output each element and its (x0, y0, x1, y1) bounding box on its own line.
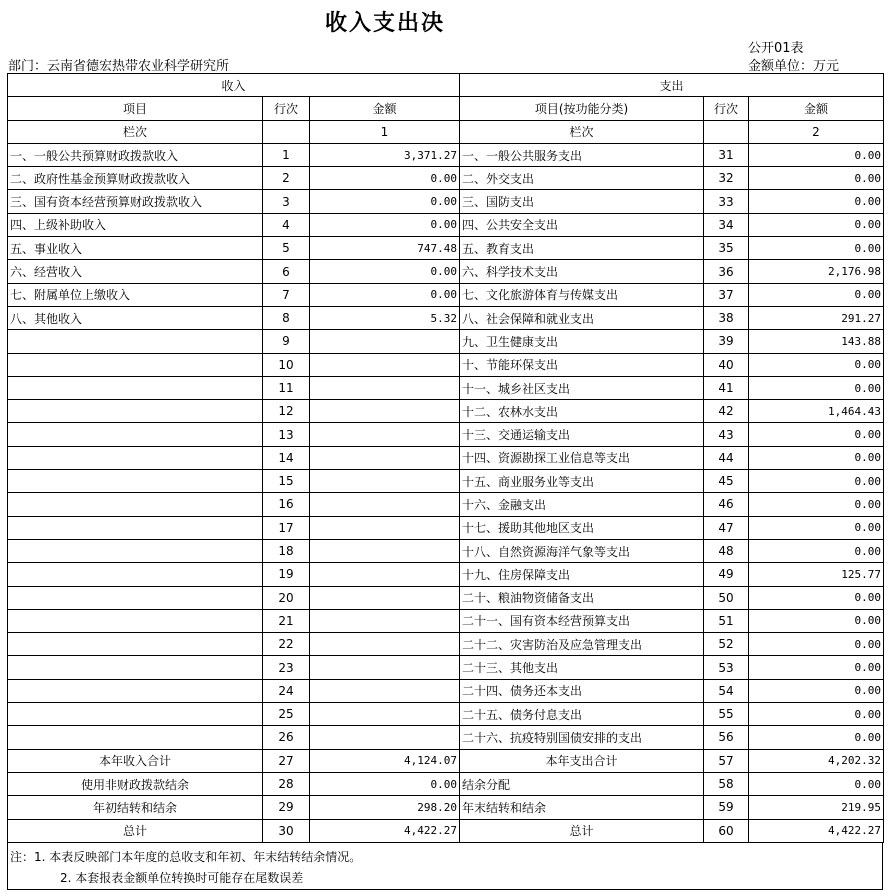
expense-amount-cell: 125.77 (749, 563, 884, 586)
income-item-cell (8, 726, 263, 749)
expense-amount-cell: 0.00 (749, 446, 884, 469)
income-row-no-cell: 18 (263, 539, 310, 562)
income-amount-cell: 0.00 (310, 190, 460, 213)
expense-row-no-cell: 50 (704, 586, 749, 609)
expense-row-no-cell: 31 (704, 143, 749, 166)
income-amount-cell: 0.00 (310, 167, 460, 190)
expense-item-cell: 二十、粮油物资储备支出 (460, 586, 704, 609)
table-row (8, 586, 884, 609)
expense-row-no-cell: 46 (704, 493, 749, 516)
expense-amount-cell: 0.00 (749, 237, 884, 260)
expense-item-cell: 七、文化旅游体育与传媒支出 (460, 283, 704, 306)
income-amount-cell (310, 726, 460, 749)
income-item-cell (8, 609, 263, 632)
income-row-no-cell: 19 (263, 563, 310, 586)
income-item-cell (8, 423, 263, 446)
section-header-row (8, 74, 884, 97)
summary-expense-item-cell: 本年支出合计 (460, 749, 704, 772)
expense-item-cell: 十五、商业服务业等支出 (460, 470, 704, 493)
expense-item-cell: 十四、资源勘探工业信息等支出 (460, 446, 704, 469)
expense-row-no-cell: 36 (704, 260, 749, 283)
income-amount-cell (310, 330, 460, 353)
expense-row-no-cell: 40 (704, 353, 749, 376)
expense-row-no-cell: 49 (704, 563, 749, 586)
summary-income-item-cell: 本年收入合计 (8, 749, 263, 772)
expense-amount-cell: 0.00 (749, 539, 884, 562)
table-row (8, 400, 884, 423)
expense-row-no-cell: 32 (704, 167, 749, 190)
table-row (8, 493, 884, 516)
expense-row-no-cell: 54 (704, 679, 749, 702)
expense-item-cell: 三、国防支出 (460, 190, 704, 213)
department-label: 部门：云南省德宏热带农业科学研究所 (8, 59, 230, 74)
expense-amount-cell: 0.00 (749, 493, 884, 516)
income-item-header: 项目 (8, 97, 263, 120)
income-item-cell (8, 353, 263, 376)
income-amount-cell (310, 539, 460, 562)
expense-row-no-cell: 43 (704, 423, 749, 446)
expense-amount-cell: 0.00 (749, 143, 884, 166)
summary-income-row-no-cell: 29 (263, 796, 310, 819)
expense-row-no-cell: 33 (704, 190, 749, 213)
expense-amount-cell: 0.00 (749, 167, 884, 190)
table-row (8, 656, 884, 679)
table-row (8, 353, 884, 376)
report-title: 收入支出决 (324, 11, 445, 36)
summary-expense-item-cell: 年末结转和结余 (460, 796, 704, 819)
expense-amount-cell: 0.00 (749, 726, 884, 749)
expense-amount-header: 金额 (749, 97, 884, 120)
expense-item-cell: 十三、交通运输支出 (460, 423, 704, 446)
expense-row-no-cell: 42 (704, 400, 749, 423)
expense-item-cell: 八、社会保障和就业支出 (460, 306, 704, 329)
expense-section-header: 支出 (460, 74, 884, 97)
expense-item-cell: 二十三、其他支出 (460, 656, 704, 679)
income-amount-cell: 747.48 (310, 237, 460, 260)
expense-amount-cell: 1,464.43 (749, 400, 884, 423)
income-column-number: 1 (310, 120, 460, 143)
income-row-no-cell: 2 (263, 167, 310, 190)
income-amount-cell (310, 493, 460, 516)
table-row (8, 330, 884, 353)
income-row-no-cell: 4 (263, 213, 310, 236)
summary-row (8, 749, 884, 772)
expense-row-no-cell: 47 (704, 516, 749, 539)
income-item-cell (8, 470, 263, 493)
income-item-cell (8, 400, 263, 423)
expense-item-cell: 九、卫生健康支出 (460, 330, 704, 353)
income-item-cell (8, 563, 263, 586)
income-row-no-cell: 24 (263, 679, 310, 702)
income-item-cell (8, 446, 263, 469)
income-item-cell: 七、附属单位上缴收入 (8, 283, 263, 306)
expense-amount-cell: 0.00 (749, 376, 884, 399)
expense-item-cell: 一、一般公共服务支出 (460, 143, 704, 166)
income-row-no-cell: 23 (263, 656, 310, 679)
income-amount-cell (310, 400, 460, 423)
summary-income-row-no-cell: 28 (263, 772, 310, 795)
note-2: 2. 本套报表金额单位转换时可能存在尾数误差 (60, 871, 304, 885)
income-item-cell (8, 633, 263, 656)
column-header-row (8, 97, 884, 120)
expense-column-number: 2 (749, 120, 884, 143)
table-row (8, 563, 884, 586)
table-row (8, 237, 884, 260)
income-item-cell (8, 679, 263, 702)
expense-row-no-cell: 45 (704, 470, 749, 493)
income-row-no-cell: 3 (263, 190, 310, 213)
income-item-cell: 一、一般公共预算财政拨款收入 (8, 143, 263, 166)
income-amount-cell (310, 446, 460, 469)
table-row (8, 446, 884, 469)
income-row-no-cell: 8 (263, 306, 310, 329)
table-row (8, 609, 884, 632)
expense-row-no-cell: 48 (704, 539, 749, 562)
income-amount-cell (310, 353, 460, 376)
expense-amount-cell: 0.00 (749, 423, 884, 446)
income-item-cell: 八、其他收入 (8, 306, 263, 329)
expense-row-no-cell: 39 (704, 330, 749, 353)
summary-row (8, 796, 884, 819)
table-row (8, 306, 884, 329)
income-item-cell (8, 493, 263, 516)
expense-row-no-cell: 35 (704, 237, 749, 260)
table-row (8, 726, 884, 749)
expense-row-no-cell: 37 (704, 283, 749, 306)
income-column-label: 栏次 (8, 120, 263, 143)
expense-item-header: 项目(按功能分类) (460, 97, 704, 120)
expense-amount-cell: 0.00 (749, 633, 884, 656)
income-amount-cell: 0.00 (310, 283, 460, 306)
expense-row-no-cell: 52 (704, 633, 749, 656)
summary-income-amount-cell: 0.00 (310, 772, 460, 795)
summary-expense-amount-cell: 219.95 (749, 796, 884, 819)
table-row (8, 703, 884, 726)
income-amount-cell (310, 633, 460, 656)
income-row-no-cell: 7 (263, 283, 310, 306)
table-row (8, 539, 884, 562)
form-code: 公开01表 (748, 41, 804, 56)
note-1: 注：1. 本表反映部门本年度的总收支和年初、年末结转结余情况。 (10, 850, 362, 864)
income-column-label-blank (263, 120, 310, 143)
expense-amount-cell: 2,176.98 (749, 260, 884, 283)
income-row-no-cell: 26 (263, 726, 310, 749)
income-expense-table (7, 73, 884, 843)
income-item-cell (8, 656, 263, 679)
table-row (8, 143, 884, 166)
income-item-cell: 四、上级补助收入 (8, 213, 263, 236)
expense-amount-cell: 0.00 (749, 470, 884, 493)
expense-row-no-cell: 55 (704, 703, 749, 726)
income-amount-cell (310, 516, 460, 539)
income-amount-cell (310, 703, 460, 726)
income-amount-cell: 5.32 (310, 306, 460, 329)
income-item-cell (8, 539, 263, 562)
income-row-no-cell: 6 (263, 260, 310, 283)
expense-item-cell: 十二、农林水支出 (460, 400, 704, 423)
income-row-no-cell: 10 (263, 353, 310, 376)
income-amount-cell (310, 679, 460, 702)
income-amount-cell: 3,371.27 (310, 143, 460, 166)
summary-expense-row-no-cell: 60 (704, 819, 749, 842)
income-item-cell (8, 330, 263, 353)
expense-amount-cell: 143.88 (749, 330, 884, 353)
expense-amount-cell: 0.00 (749, 213, 884, 236)
expense-column-label: 栏次 (460, 120, 704, 143)
income-item-cell: 三、国有资本经营预算财政拨款收入 (8, 190, 263, 213)
income-amount-header: 金额 (310, 97, 460, 120)
expense-item-cell: 二十五、债务付息支出 (460, 703, 704, 726)
expense-item-cell: 十七、援助其他地区支出 (460, 516, 704, 539)
table-row (8, 633, 884, 656)
table-row (8, 423, 884, 446)
expense-amount-cell: 0.00 (749, 609, 884, 632)
table-row (8, 516, 884, 539)
table-row (8, 190, 884, 213)
summary-expense-item-cell: 结余分配 (460, 772, 704, 795)
income-item-cell (8, 516, 263, 539)
summary-income-item-cell: 使用非财政拨款结余 (8, 772, 263, 795)
income-row-no-cell: 12 (263, 400, 310, 423)
income-item-cell (8, 586, 263, 609)
expense-amount-cell: 0.00 (749, 516, 884, 539)
expense-amount-cell: 0.00 (749, 190, 884, 213)
income-row-no-header: 行次 (263, 97, 310, 120)
expense-amount-cell: 0.00 (749, 353, 884, 376)
income-row-no-cell: 25 (263, 703, 310, 726)
summary-expense-row-no-cell: 57 (704, 749, 749, 772)
income-row-no-cell: 20 (263, 586, 310, 609)
expense-item-cell: 二十四、债务还本支出 (460, 679, 704, 702)
expense-item-cell: 二十一、国有资本经营预算支出 (460, 609, 704, 632)
expense-row-no-cell: 51 (704, 609, 749, 632)
income-row-no-cell: 5 (263, 237, 310, 260)
income-amount-cell (310, 423, 460, 446)
expense-amount-cell: 291.27 (749, 306, 884, 329)
income-row-no-cell: 1 (263, 143, 310, 166)
expense-amount-cell: 0.00 (749, 703, 884, 726)
expense-row-no-header: 行次 (704, 97, 749, 120)
expense-amount-cell: 0.00 (749, 283, 884, 306)
expense-row-no-cell: 38 (704, 306, 749, 329)
summary-expense-amount-cell: 0.00 (749, 772, 884, 795)
table-row (8, 283, 884, 306)
expense-item-cell: 四、公共安全支出 (460, 213, 704, 236)
expense-item-cell: 十一、城乡社区支出 (460, 376, 704, 399)
income-item-cell: 二、政府性基金预算财政拨款收入 (8, 167, 263, 190)
column-number-row (8, 120, 884, 143)
expense-amount-cell: 0.00 (749, 586, 884, 609)
expense-row-no-cell: 34 (704, 213, 749, 236)
summary-row (8, 819, 884, 842)
income-row-no-cell: 15 (263, 470, 310, 493)
table-row (8, 376, 884, 399)
income-amount-cell (310, 609, 460, 632)
amount-unit: 金额单位：万元 (748, 59, 840, 74)
expense-item-cell: 十六、金融支出 (460, 493, 704, 516)
summary-income-amount-cell: 298.20 (310, 796, 460, 819)
income-row-no-cell: 22 (263, 633, 310, 656)
expense-row-no-cell: 53 (704, 656, 749, 679)
expense-row-no-cell: 41 (704, 376, 749, 399)
expense-item-cell: 六、科学技术支出 (460, 260, 704, 283)
table-row (8, 167, 884, 190)
summary-income-item-cell: 年初结转和结余 (8, 796, 263, 819)
income-amount-cell: 0.00 (310, 260, 460, 283)
expense-item-cell: 十八、自然资源海洋气象等支出 (460, 539, 704, 562)
income-row-no-cell: 17 (263, 516, 310, 539)
income-amount-cell (310, 656, 460, 679)
summary-expense-amount-cell: 4,422.27 (749, 819, 884, 842)
income-row-no-cell: 13 (263, 423, 310, 446)
summary-expense-amount-cell: 4,202.32 (749, 749, 884, 772)
income-item-cell: 六、经营收入 (8, 260, 263, 283)
income-amount-cell (310, 376, 460, 399)
summary-expense-row-no-cell: 59 (704, 796, 749, 819)
income-row-no-cell: 14 (263, 446, 310, 469)
income-row-no-cell: 21 (263, 609, 310, 632)
income-row-no-cell: 11 (263, 376, 310, 399)
table-row (8, 470, 884, 493)
expense-row-no-cell: 44 (704, 446, 749, 469)
expense-item-cell: 二十六、抗疫特别国债安排的支出 (460, 726, 704, 749)
expense-item-cell: 五、教育支出 (460, 237, 704, 260)
summary-income-item-cell: 总计 (8, 819, 263, 842)
summary-income-amount-cell: 4,422.27 (310, 819, 460, 842)
expense-amount-cell: 0.00 (749, 679, 884, 702)
expense-amount-cell: 0.00 (749, 656, 884, 679)
income-item-cell (8, 376, 263, 399)
summary-income-row-no-cell: 27 (263, 749, 310, 772)
expense-column-label-blank (704, 120, 749, 143)
summary-income-amount-cell: 4,124.07 (310, 749, 460, 772)
income-amount-cell (310, 563, 460, 586)
expense-item-cell: 十九、住房保障支出 (460, 563, 704, 586)
summary-row (8, 772, 884, 795)
income-item-cell (8, 703, 263, 726)
table-row (8, 213, 884, 236)
summary-expense-row-no-cell: 58 (704, 772, 749, 795)
table-row (8, 260, 884, 283)
income-amount-cell (310, 586, 460, 609)
expense-item-cell: 二、外交支出 (460, 167, 704, 190)
summary-income-row-no-cell: 30 (263, 819, 310, 842)
income-item-cell: 五、事业收入 (8, 237, 263, 260)
table-row (8, 679, 884, 702)
notes-box (7, 842, 883, 890)
expense-item-cell: 二十二、灾害防治及应急管理支出 (460, 633, 704, 656)
expense-item-cell: 十、节能环保支出 (460, 353, 704, 376)
income-amount-cell (310, 470, 460, 493)
summary-expense-item-cell: 总计 (460, 819, 704, 842)
income-section-header: 收入 (8, 74, 460, 97)
expense-row-no-cell: 56 (704, 726, 749, 749)
income-row-no-cell: 16 (263, 493, 310, 516)
income-amount-cell: 0.00 (310, 213, 460, 236)
income-row-no-cell: 9 (263, 330, 310, 353)
